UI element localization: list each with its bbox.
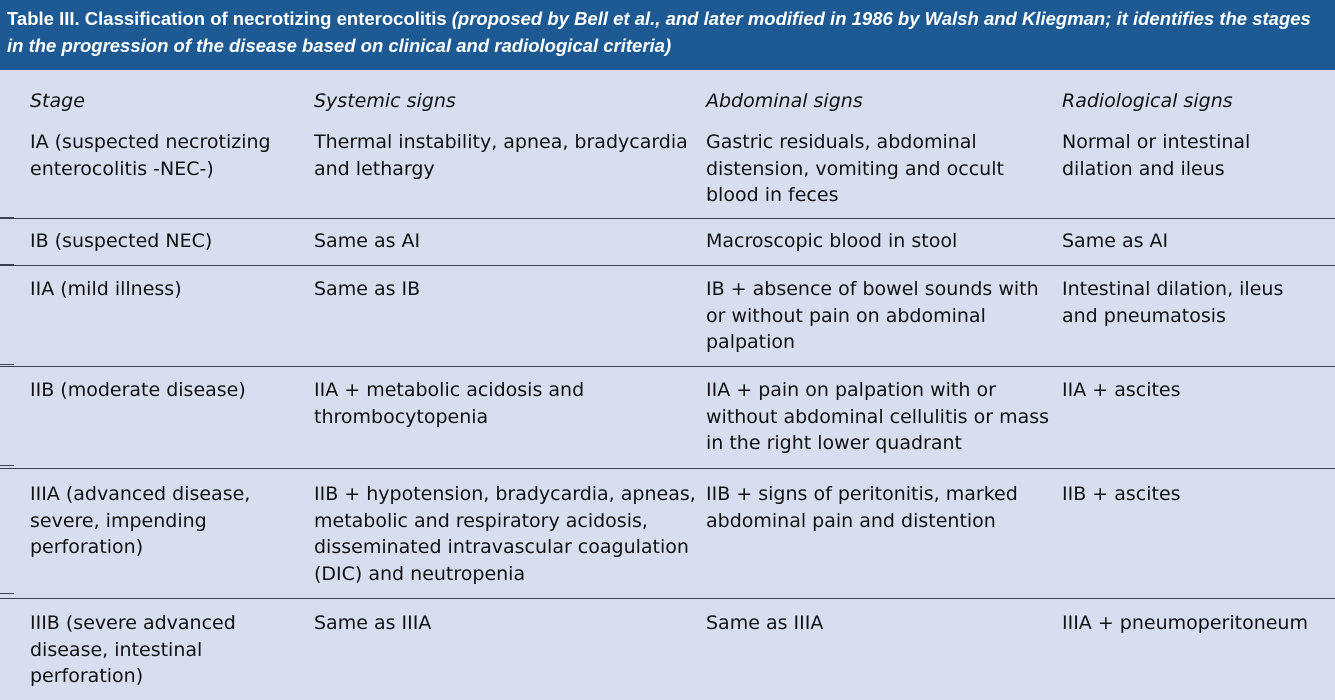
- cell-radiological-signs: IIB + ascites: [1062, 483, 1181, 505]
- column-header-radiological-signs: Radiological signs: [1062, 90, 1233, 112]
- cell-radiological-signs: Same as AI: [1062, 230, 1169, 252]
- table-row: [0, 266, 1335, 367]
- cell-abdominal-signs: IIB + signs of peritonitis, marked abdominal pain and distention: [706, 483, 1018, 532]
- column-header-systemic-signs: Systemic signs: [314, 90, 456, 112]
- cell-stage: IIIA (advanced disease, severe, impending perforation): [30, 483, 251, 558]
- cell-abdominal-signs: Macroscopic blood in stool: [706, 230, 958, 252]
- cell-stage: IB (suspected NEC): [30, 230, 213, 252]
- row-divider-stub: [0, 465, 14, 466]
- table-caption-description: (proposed by Bell et al., and later modified in 1986 by Walsh and Kliegman; it identifies the stages in the progression of the disease based on clinical and radiological criteria): [7, 8, 1311, 56]
- cell-radiological-signs: IIIA + pneumoperitoneum: [1062, 612, 1308, 634]
- table-row: [0, 219, 1335, 266]
- cell-stage: IIB (moderate disease): [30, 379, 246, 401]
- row-divider-stub: [0, 364, 14, 365]
- column-header-abdominal-signs: Abdominal signs: [706, 90, 863, 112]
- classification-table: [0, 70, 1335, 697]
- table-caption-title: Table III. Classification of necrotizing enterocolitis: [7, 8, 452, 29]
- cell-stage: IIA (mild illness): [30, 278, 182, 300]
- cell-stage: IA (suspected necrotizing enterocolitis -NEC-): [30, 131, 271, 180]
- column-header-stage: Stage: [30, 90, 85, 112]
- table-header-row: [0, 70, 1335, 127]
- cell-stage: IIIB (severe advanced disease, intestinal perforation): [30, 612, 236, 687]
- cell-abdominal-signs: Same as IIIA: [706, 612, 824, 634]
- cell-abdominal-signs: IB + absence of bowel sounds with or without pain on abdominal palpation: [706, 278, 1039, 353]
- row-divider-stub: [0, 217, 14, 218]
- cell-systemic-signs: Same as AI: [314, 230, 421, 252]
- cell-abdominal-signs: IIA + pain on palpation with or without abdominal cellulitis or mass in the right lower quadrant: [706, 379, 1050, 454]
- table-row: [0, 469, 1335, 599]
- cell-systemic-signs: Thermal instability, apnea, bradycardia and lethargy: [314, 131, 688, 180]
- row-divider-stub: [0, 264, 14, 265]
- cell-radiological-signs: IIA + ascites: [1062, 379, 1181, 401]
- row-divider-stub: [0, 593, 14, 594]
- cell-abdominal-signs: Gastric residuals, abdominal distension, vomiting and occult blood in feces: [706, 131, 1004, 206]
- table-row: [0, 367, 1335, 469]
- table-caption: [0, 0, 1335, 70]
- cell-systemic-signs: IIB + hypotension, bradycardia, apneas, metabolic and respiratory acidosis, disseminated intravascular coagulation (DIC) and neutropenia: [314, 483, 696, 585]
- cell-systemic-signs: IIA + metabolic acidosis and thrombocytopenia: [314, 379, 585, 428]
- cell-radiological-signs: Intestinal dilation, ileus and pneumatosis: [1062, 278, 1284, 327]
- cell-radiological-signs: Normal or intestinal dilation and ileus: [1062, 131, 1251, 180]
- table-row: [0, 599, 1335, 697]
- cell-systemic-signs: Same as IIIA: [314, 612, 432, 634]
- cell-systemic-signs: Same as IB: [314, 278, 421, 300]
- table-row: [0, 127, 1335, 219]
